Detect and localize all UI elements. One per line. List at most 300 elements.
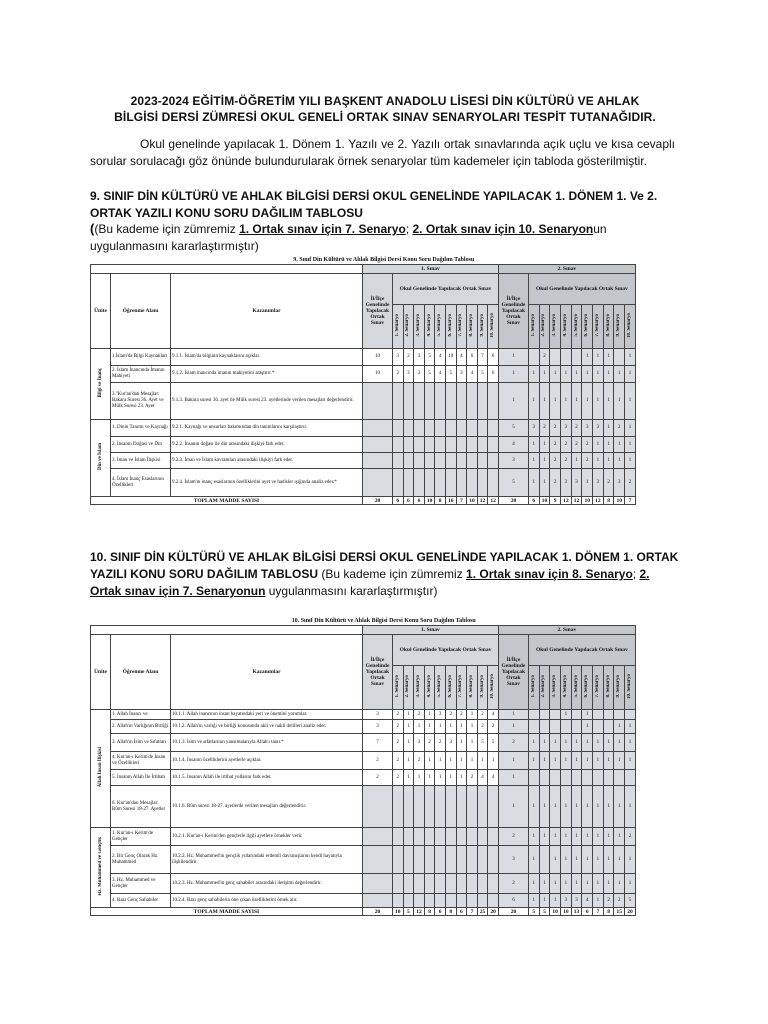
exam2-scenario-value: 2: [539, 349, 550, 366]
total-exam1-scenario: 6: [456, 908, 467, 916]
exam1-scenario-value: 3: [456, 366, 467, 383]
scenario-header-1-4: [424, 666, 435, 710]
total-exam1-scenario: 6: [403, 497, 414, 505]
exam1-scenario-value: [456, 846, 467, 874]
exam1-scenario-value: [467, 437, 478, 453]
learning-area-cell: 2. İslam İnancında İmanın Mahiyeti: [111, 366, 171, 383]
exam2-scenario-value: 1: [528, 894, 539, 908]
exam1-scenario-value: [477, 453, 488, 469]
exam2-scenario-value: 1: [550, 752, 561, 770]
total-exam1-scenario: 10: [393, 908, 404, 916]
exam2-ilce-value: 3: [498, 846, 528, 874]
outcome-cell: 9.1.1. İslam'da bilginin kaynaklarını açıklar.: [171, 349, 363, 366]
exam1-scenario-value: 2: [456, 710, 467, 720]
exam2-ilce-value: 1: [498, 710, 528, 720]
exam1-scenario-value: [393, 437, 404, 453]
exam1-scenario-value: 2: [488, 720, 499, 734]
exam2-scenario-value: [550, 349, 561, 366]
exam1-scenario-value: 3: [445, 734, 456, 752]
exam2-scenario-value: [539, 720, 550, 734]
exam1-scenario-value: [435, 469, 446, 497]
outcome-cell: 10.1.6. Rûm suresi 18-27. ayetlerde verilen mesajları değerlendirir.: [171, 786, 363, 828]
scenario-label: 8. Senaryo: [605, 674, 611, 698]
outcome-cell: 9.1.3. Bakara suresi 36. ayet ile Mülk suresi 23. ayetlerinde verilen mesajları değerlendirir.: [171, 383, 363, 420]
learning-area-cell: 6. Kur'an'dan Mesajlar: Rûm Suresi 18-27. Ayetler: [111, 786, 171, 828]
exam2-scenario-value: 1: [593, 734, 604, 752]
unit-cell: [91, 710, 111, 828]
exam1-scenario-value: [393, 383, 404, 420]
exam1-scenario-value: [445, 828, 456, 846]
exam1-scenario-value: [488, 828, 499, 846]
section-9-note-pre: (Bu kademe için zümremiz: [94, 222, 240, 236]
total-label: TOPLAM MADDE SAYISI: [91, 908, 363, 916]
total-exam2-scenario: 6: [528, 497, 539, 505]
total-exam2-scenario: 10: [539, 497, 550, 505]
total-exam2-scenario: 10: [550, 908, 561, 916]
scenario-header-2-2: [539, 666, 550, 710]
exam2-scenario-value: 1: [614, 437, 625, 453]
exam1-scenario-value: [456, 828, 467, 846]
section-9-note: ((Bu kademe için zümremiz 1. Ortak sınav için 7. Senaryo; 2. Ortak sınav için 10. Senaryonun uygulanmasını kararlaştırmıştır): [90, 221, 607, 253]
exam1-scenario-value: 5: [477, 734, 488, 752]
scenario-label: 1. Senaryo: [530, 674, 536, 698]
exam2-scenario-value: 2: [603, 469, 614, 497]
exam2-ilce-value: 2: [498, 734, 528, 752]
scenario-label: 9. Senaryo: [616, 674, 622, 698]
outcomes-header: Kazanımlar: [171, 635, 363, 710]
total-exam1-scenario: 12: [477, 497, 488, 505]
scenario-label: 6. Senaryo: [584, 674, 590, 698]
exam1-scenario-value: [477, 828, 488, 846]
exam1-ilce-value: 3: [363, 720, 393, 734]
scenario-header-2-4: [561, 305, 572, 349]
exam2-scenario-value: 1: [561, 846, 572, 874]
unit-cell: [91, 828, 111, 908]
exam2-scenario-value: 1: [593, 349, 604, 366]
exam2-scenario-value: [539, 770, 550, 786]
exam2-ilce-value: 3: [498, 453, 528, 469]
exam1-scenario-value: 7: [477, 349, 488, 366]
total-exam1-scenario: 6: [414, 497, 425, 505]
scenario-label: 1. Senaryo: [394, 674, 400, 698]
exam2-scenario-value: 1: [539, 874, 550, 894]
exam2-scenario-value: [603, 770, 614, 786]
exam2-scenario-value: 1: [603, 734, 614, 752]
total-exam2-scenario: 10: [614, 497, 625, 505]
scenario-label: 7. Senaryo: [458, 674, 464, 698]
exam2-scenario-value: 5: [625, 894, 636, 908]
total-exam2-ilce: 20: [498, 497, 528, 505]
exam1-scenario-value: [445, 453, 456, 469]
outcome-cell: 10.1.3. İsim ve sıfatlarının yansımalarıyla Allah'ı tanır.*: [171, 734, 363, 752]
table-row: [91, 752, 678, 770]
total-exam1-ilce: 20: [363, 497, 393, 505]
title-line-1: 2023-2024 EĞİTİM-ÖĞRETİM YILI BAŞKENT ANADOLU LİSESİ DİN KÜLTÜRÜ VE AHLAK: [130, 94, 640, 108]
scenario-header-2-10: [625, 666, 636, 710]
exam2-scenario-value: 1: [625, 437, 636, 453]
scenario-label: 6. Senaryo: [447, 313, 453, 337]
exam2-scenario-value: 2: [625, 828, 636, 846]
exam2-ilce-value: 1: [498, 770, 528, 786]
exam1-scenario-value: 1: [488, 752, 499, 770]
exam2-scenario-value: 1: [571, 846, 582, 874]
exam2-scenario-value: [528, 720, 539, 734]
exam1-scenario-value: [477, 846, 488, 874]
exam2-scenario-value: 1: [571, 786, 582, 828]
exam1-scenario-value: [445, 437, 456, 453]
table-10-grid: [90, 617, 677, 916]
table-10: [90, 617, 677, 916]
exam1-ilce-value: [363, 453, 393, 469]
exam1-scenario-value: 1: [467, 734, 478, 752]
exam2-scenario-value: 2: [550, 437, 561, 453]
total-exam1-scenario: 6: [393, 497, 404, 505]
exam1-scenario-value: [477, 469, 488, 497]
exam2-scenario-value: 1: [603, 453, 614, 469]
area-header: Öğrenme Alanı: [111, 274, 171, 349]
total-exam1-scenario: 12: [488, 497, 499, 505]
exam1-scenario-value: 3: [435, 710, 446, 720]
exam2-scenario-value: 1: [528, 437, 539, 453]
exam1-scenario-value: [467, 786, 478, 828]
exam1-scenario-value: 5: [477, 366, 488, 383]
scenario-label: 4. Senaryo: [426, 313, 432, 337]
exam2-scenario-value: 1: [625, 453, 636, 469]
exam2-scenario-value: 1: [528, 453, 539, 469]
exam1-ilce-value: 10: [363, 366, 393, 383]
exam2-scenario-value: [582, 770, 593, 786]
exam2-scenario-value: 1: [561, 710, 572, 720]
outcome-cell: 9.1.2. İslam inancında imanın mahiyetini araştırır.*: [171, 366, 363, 383]
exam2-scenario-value: 2: [571, 420, 582, 437]
scenario-label: 10. Senaryo: [626, 673, 632, 699]
exam2-scenario-value: 1: [550, 828, 561, 846]
exam2-scenario-value: 3: [593, 420, 604, 437]
section-10-note-link-1: 1. Ortak sınav için 8. Senaryo: [466, 567, 633, 581]
exam2-ilce-value: 5: [498, 469, 528, 497]
exam1-scenario-value: 4: [488, 770, 499, 786]
exam2-scenario-value: 1: [603, 752, 614, 770]
outcome-cell: 10.1.1. Allah inancının insan hayatındaki yeri ve önemini yorumlar.: [171, 710, 363, 720]
outcome-cell: 9.2.2. İnsanın doğası ile din arasındaki ilişkiyi fark eder.: [171, 437, 363, 453]
unit-header: Ünite: [91, 274, 111, 349]
section-10-note-pre: (Bu kademe için zümremiz: [318, 567, 467, 581]
exam1-scenario-value: [435, 420, 446, 437]
total-exam2-scenario: 12: [571, 497, 582, 505]
learning-area-cell: 1. Kur'an-ı Kerim'de Gençler: [111, 828, 171, 846]
exam1-scenario-value: [456, 894, 467, 908]
scenario-header-1-3: [414, 305, 425, 349]
scenario-header-2-1: [528, 666, 539, 710]
exam1-scenario-value: [477, 786, 488, 828]
scenario-label: 2. Senaryo: [541, 313, 547, 337]
learning-area-cell: 1.İslam'da Bilgi Kaynakları: [111, 349, 171, 366]
learning-area-cell: 2. Allah'ın Varlığının Birliği: [111, 720, 171, 734]
exam1-ilce-value: 7: [363, 734, 393, 752]
header-blank: [91, 265, 363, 274]
exam2-scenario-value: 1: [539, 828, 550, 846]
exam2-scenario-value: 1: [625, 734, 636, 752]
exam1-scenario-value: 1: [467, 710, 478, 720]
scenario-label: 2. Senaryo: [405, 674, 411, 698]
exam1-scenario-value: [445, 420, 456, 437]
exam1-scenario-value: [488, 420, 499, 437]
exam1-scenario-value: 1: [445, 720, 456, 734]
exam1-scenario-value: 1: [403, 770, 414, 786]
unit-label: Hz. Muhammed ve Gençlik: [97, 836, 103, 896]
unit-cell: [91, 349, 111, 420]
total-exam1-ilce: 20: [363, 908, 393, 916]
exam2-scenario-value: 1: [603, 383, 614, 420]
exam1-scenario-value: [403, 383, 414, 420]
outcome-cell: 10.2.2. Hz. Muhammed'in gençlik yıllarındaki erdemli davranışlarını kendi hayatıyla ilişkilendirir.: [171, 846, 363, 874]
exam2-scenario-value: 1: [625, 349, 636, 366]
total-exam1-scenario: 7: [456, 497, 467, 505]
exam2-ilce-value: 1: [498, 786, 528, 828]
table-row: [91, 420, 678, 437]
scenario-label: 10. Senaryo: [490, 312, 496, 338]
table-9-grid: [90, 256, 677, 505]
exam2-scenario-value: [625, 770, 636, 786]
exam2-scenario-value: 1: [582, 710, 593, 720]
exam2-scenario-value: [550, 770, 561, 786]
table-row: [91, 770, 678, 786]
table-row: [91, 453, 678, 469]
outcome-cell: 10.1.2. Allah'ın varlığı ve birliği konusunda akli ve nakli delilleri analiz eder.: [171, 720, 363, 734]
table-row: [91, 349, 678, 366]
exam2-scenario-value: 1: [614, 383, 625, 420]
exam1-scenario-value: [414, 383, 425, 420]
exam1-scenario-value: [403, 846, 414, 874]
outcome-cell: 9.2.3. İman ve İslam kavramları arasındaki ilişkiyi fark eder.: [171, 453, 363, 469]
table-row: [91, 720, 678, 734]
scenario-label: 8. Senaryo: [468, 674, 474, 698]
outcome-cell: 9.2.4. İslam'ın inanç esaslarının özelliklerini ayet ve hadisler ışığında analiz eder.*: [171, 469, 363, 497]
exam2-scenario-value: 2: [561, 437, 572, 453]
table-row: [91, 828, 678, 846]
table-row: [91, 383, 678, 420]
exam2-scenario-value: 3: [528, 420, 539, 437]
exam2-scenario-value: 1: [539, 453, 550, 469]
scenario-label: 8. Senaryo: [605, 313, 611, 337]
exam1-scenario-value: [477, 437, 488, 453]
exam2-scenario-value: 1: [539, 437, 550, 453]
exam2-scenario-value: 1: [550, 786, 561, 828]
exam2-scenario-value: 1: [561, 734, 572, 752]
exam1-scenario-value: [403, 469, 414, 497]
exam1-scenario-value: [435, 846, 446, 874]
scenario-header-1-6: [445, 305, 456, 349]
exam2-scenario-value: 1: [550, 366, 561, 383]
exam1-scenario-value: [424, 786, 435, 828]
exam2-ilce-value: 1: [498, 366, 528, 383]
exam1-ilce-value: 10: [363, 349, 393, 366]
exam2-scenario-value: 1: [571, 453, 582, 469]
exam1-scenario-value: [477, 420, 488, 437]
exam1-scenario-value: [488, 453, 499, 469]
scenario-header-1-3: [414, 666, 425, 710]
exam1-scenario-value: 4: [467, 366, 478, 383]
outcome-cell: 10.1.4. İnsanın özelliklerini ayetlerle açıklar.: [171, 752, 363, 770]
exam2-scenario-value: [550, 710, 561, 720]
exam1-scenario-value: [424, 894, 435, 908]
exam1-scenario-value: 2: [393, 770, 404, 786]
exam2-scenario-value: 1: [603, 786, 614, 828]
exam2-scenario-value: 1: [561, 874, 572, 894]
exam1-scenario-value: [414, 437, 425, 453]
learning-area-cell: 2. Bir Genç Olarak Hz. Muhammed: [111, 846, 171, 874]
total-exam1-scenario: 8: [424, 908, 435, 916]
exam2-scenario-value: 1: [593, 786, 604, 828]
outcome-cell: 10.1.5. İnsanın Allah ile irtibat yollarını fark eder.: [171, 770, 363, 786]
exam2-scenario-value: 1: [539, 469, 550, 497]
exam1-scenario-value: 1: [403, 734, 414, 752]
scenario-label: 10. Senaryo: [626, 312, 632, 338]
scenario-header-1-4: [424, 305, 435, 349]
total-exam1-scenario: 7: [467, 908, 478, 916]
exam1-scenario-value: [445, 383, 456, 420]
exam2-scenario-value: 2: [539, 420, 550, 437]
table-row: [91, 734, 678, 752]
exam2-scenario-value: [603, 710, 614, 720]
exam2-scenario-value: 1: [603, 874, 614, 894]
exam2-scenario-value: 1: [582, 846, 593, 874]
exam2-scenario-value: 2: [582, 437, 593, 453]
exam2-ilce-value: 1: [498, 720, 528, 734]
exam2-scenario-value: 1: [625, 874, 636, 894]
exam1-scenario-value: [403, 874, 414, 894]
exam1-scenario-value: [456, 874, 467, 894]
scenario-label: 7. Senaryo: [594, 674, 600, 698]
exam1-scenario-value: 4: [435, 349, 446, 366]
scenario-label: 3. Senaryo: [552, 313, 558, 337]
exam2-scenario-value: 1: [614, 752, 625, 770]
exam1-scenario-value: 2: [477, 710, 488, 720]
exam2-scenario-value: 3: [614, 469, 625, 497]
exam2-scenario-value: [528, 770, 539, 786]
scenario-label: 3. Senaryo: [552, 674, 558, 698]
document-title: [80, 93, 690, 125]
exam1-scenario-value: [445, 469, 456, 497]
scenario-label: 5. Senaryo: [573, 674, 579, 698]
exam2-scenario-value: [571, 349, 582, 366]
exam2-scenario-value: 1: [571, 734, 582, 752]
learning-area-cell: 5. İnsanın Allah İle İrtibatı: [111, 770, 171, 786]
exam1-scenario-value: 2: [393, 710, 404, 720]
title-line-2: BİLGİSİ DERSİ ZÜMRESİ OKUL GENELİ ORTAK SINAV SENARYOLARI TESPİT TUTANAĞIDIR.: [114, 110, 656, 124]
exam1-scenario-value: [435, 828, 446, 846]
exam1-scenario-value: [403, 828, 414, 846]
scenario-header-2-1: [528, 305, 539, 349]
scenario-header-1-10: [488, 666, 499, 710]
exam1-scenario-value: [435, 437, 446, 453]
exam1-scenario-value: 3: [414, 734, 425, 752]
exam1-scenario-value: [456, 420, 467, 437]
scenario-label: 2. Senaryo: [405, 313, 411, 337]
scenario-header-2-9: [614, 305, 625, 349]
exam1-scenario-value: 1: [456, 720, 467, 734]
okul-header-2: Okul Genelinde Yapılacak Ortak Sınav: [528, 635, 635, 666]
unit-label: Allah İnsan İlişkisi: [97, 746, 103, 788]
outcome-cell: 10.2.1. Kur'an-ı Kerim'den gençlerle ilgili ayetlere örnekler verir.: [171, 828, 363, 846]
exam2-scenario-value: 1: [593, 383, 604, 420]
exam2-scenario-value: 1: [571, 383, 582, 420]
exam2-scenario-value: 1: [561, 828, 572, 846]
exam2-scenario-value: 2: [550, 420, 561, 437]
exam1-scenario-value: 2: [393, 720, 404, 734]
exam1-ilce-value: [363, 469, 393, 497]
exam2-ilce-value: 2: [498, 874, 528, 894]
exam1-scenario-value: 1: [403, 710, 414, 720]
exam1-scenario-value: [414, 846, 425, 874]
exam1-scenario-value: 4: [456, 349, 467, 366]
exam1-scenario-value: 1: [435, 720, 446, 734]
exam2-scenario-value: 2: [561, 453, 572, 469]
exam1-scenario-value: 3: [393, 349, 404, 366]
learning-area-cell: 2. İnsanın Doğası ve Din: [111, 437, 171, 453]
exam2-ilce-value: 5: [498, 420, 528, 437]
exam1-scenario-value: 3: [414, 349, 425, 366]
exam1-scenario-value: [467, 846, 478, 874]
exam2-scenario-value: 1: [539, 752, 550, 770]
scenario-label: 6. Senaryo: [584, 313, 590, 337]
outcome-cell: 9.2.1. Kaynağı ve unsurları bakımından din tanımlarını karşılaştırır.: [171, 420, 363, 437]
ilce-header-1: İl/İlçe Genelinde Yapılacak Ortak Sınav: [363, 635, 393, 710]
table-caption: 9. Sınıf Din Kültürü ve Ahlak Bilgisi Dersi Konu Soru Dağılım Tablosu: [293, 257, 475, 263]
exam1-scenario-value: 5: [488, 734, 499, 752]
total-exam2-scenario: 9: [550, 497, 561, 505]
exam2-scenario-value: 1: [614, 366, 625, 383]
ilce-header-2: İl/İlçe Genelinde Yapılacak Ortak Sınav: [498, 635, 528, 710]
exam1-ilce-value: [363, 786, 393, 828]
total-exam2-scenario: 12: [593, 497, 604, 505]
exam1-scenario-value: [414, 894, 425, 908]
exam2-scenario-value: 2: [550, 469, 561, 497]
exam1-scenario-value: [477, 383, 488, 420]
exam2-scenario-value: [561, 720, 572, 734]
exam2-scenario-value: 1: [528, 366, 539, 383]
exam1-scenario-value: [414, 828, 425, 846]
exam2-scenario-value: [593, 720, 604, 734]
exam1-scenario-value: 1: [445, 752, 456, 770]
exam1-scenario-value: 2: [393, 734, 404, 752]
scenario-header-1-6: [445, 666, 456, 710]
exam1-scenario-value: [467, 383, 478, 420]
exam2-scenario-value: [614, 770, 625, 786]
total-exam1-scenario: 10: [424, 497, 435, 505]
scenario-header-2-5: [571, 305, 582, 349]
exam1-scenario-value: 2: [393, 752, 404, 770]
exam2-scenario-value: 1: [582, 720, 593, 734]
total-exam2-scenario: 6: [582, 908, 593, 916]
total-exam1-scenario: 10: [467, 497, 478, 505]
exam2-scenario-value: 1: [625, 420, 636, 437]
scenario-header-1-9: [477, 666, 488, 710]
exam2-scenario-value: [593, 770, 604, 786]
exam2-scenario-value: 1: [539, 786, 550, 828]
total-exam1-scenario: 6: [435, 908, 446, 916]
scenario-header-2-5: [571, 666, 582, 710]
total-exam1-scenario: 16: [445, 497, 456, 505]
exam2-scenario-value: 3: [561, 469, 572, 497]
scenario-header-1-7: [456, 305, 467, 349]
exam2-scenario-value: 1: [614, 786, 625, 828]
exam1-scenario-value: 2: [424, 734, 435, 752]
scenario-label: 4. Senaryo: [426, 674, 432, 698]
exam2-scenario-value: [539, 846, 550, 874]
exam2-scenario-value: 1: [539, 383, 550, 420]
exam2-scenario-value: 1: [603, 828, 614, 846]
